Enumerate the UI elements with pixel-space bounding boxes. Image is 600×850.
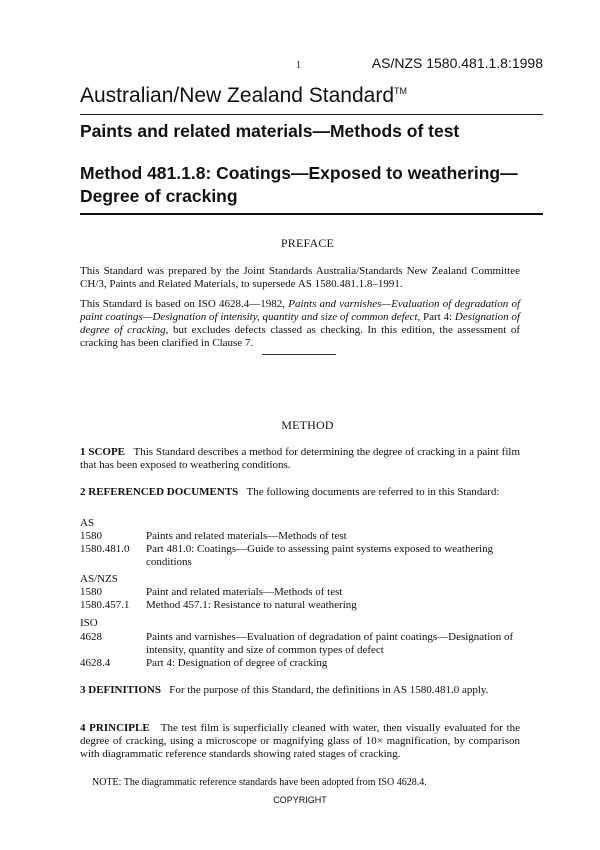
referenced-documents-section bbox=[80, 486, 520, 499]
copyright-footer: COPYRIGHT bbox=[273, 795, 327, 805]
reference-code: AS bbox=[80, 517, 95, 529]
reference-code: ISO bbox=[80, 617, 98, 629]
definitions-text: For the purpose of this Standard, the definitions in AS 1580.481.0 apply. bbox=[169, 684, 489, 696]
standard-organization bbox=[80, 84, 407, 108]
reference-code: 1580 bbox=[80, 586, 102, 598]
method-title: Method 481.1.8: Coatings—Exposed to weathering—Degree of cracking bbox=[80, 163, 518, 206]
page-number: 1 bbox=[296, 60, 301, 71]
reference-code: 1580.481.0 bbox=[80, 543, 130, 555]
definitions-label: 3 DEFINITIONS bbox=[80, 684, 161, 696]
note-text: NOTE: The diagrammatic reference standards have been adopted from ISO 4628.4. bbox=[92, 777, 427, 788]
reference-code: 1580.457.1 bbox=[80, 599, 130, 611]
scope-label: 1 SCOPE bbox=[80, 446, 125, 458]
principle-text: The test film is superficially cleaned with water, then visually evaluated for the degree of cracking, using a microscope or magnifying glass of 10× magnification, by comparison with diagrammatic reference standards showing rated stages of cracking. bbox=[80, 722, 520, 760]
preface-paragraph-1: This Standard was prepared by the Joint Standards Australia/Standards New Zealand Committee CH/3, Paints and Related Materials, to supersede AS 1580.481.1.8–1991. bbox=[80, 265, 520, 290]
reference-description: Method 457.1: Resistance to natural weathering bbox=[146, 599, 357, 611]
section-divider bbox=[262, 354, 336, 355]
refdocs-text: The following documents are referred to in this Standard: bbox=[246, 486, 500, 498]
preface-p2-text-c: , Part 4: bbox=[417, 311, 455, 323]
reference-description: Paints and varnishes—Evaluation of degradation of paint coatings—Designation of intensity, quantity and size of common types of defect bbox=[146, 631, 514, 656]
reference-code: 1580 bbox=[80, 530, 102, 542]
reference-description: Paints and related materials—Methods of test bbox=[146, 530, 347, 542]
preface-heading: PREFACE bbox=[280, 236, 335, 250]
trademark-symbol: TM bbox=[394, 86, 408, 96]
scope-section bbox=[80, 446, 520, 472]
preface-p2-text-a: This Standard is based on ISO 4628.4—1982, bbox=[80, 298, 289, 310]
preface-p2-iso-title: Paints and varnishes—Evaluation of degradation of paint coatings—Designation of intensity, quantity and size of common defect bbox=[80, 298, 520, 323]
method-heading: METHOD bbox=[281, 418, 334, 432]
reference-description: Paint and related materials—Methods of test bbox=[146, 586, 343, 598]
document-title: Paints and related materials—Methods of test bbox=[80, 121, 460, 141]
preface-paragraph-2 bbox=[80, 298, 520, 350]
reference-code: 4628.4 bbox=[80, 657, 111, 669]
title-divider bbox=[80, 213, 543, 215]
reference-description: Part 4: Designation of degree of cracking bbox=[146, 657, 328, 669]
reference-code: AS/NZS bbox=[80, 573, 118, 585]
preface-p2-part-title: Designation of degree of cracking bbox=[80, 311, 520, 336]
reference-code: 4628 bbox=[80, 631, 102, 643]
standard-number: AS/NZS 1580.481.1.8:1998 bbox=[371, 55, 543, 71]
reference-description: Part 481.0: Coatings—Guide to assessing paint systems exposed to weathering conditions bbox=[146, 543, 494, 568]
definitions-section bbox=[80, 684, 520, 697]
principle-section bbox=[80, 722, 520, 761]
preface-p2-text-e: , but excludes defects classed as checking. In this edition, the assessment of cracking has been clarified in Clause 7. bbox=[80, 324, 520, 349]
organization-name: Australian/New Zealand Standard bbox=[80, 84, 395, 107]
principle-label: 4 PRINCIPLE bbox=[80, 722, 150, 734]
scope-text: This Standard describes a method for determining the degree of cracking in a paint film that has been exposed to weathering conditions. bbox=[80, 446, 521, 471]
refdocs-label: 2 REFERENCED DOCUMENTS bbox=[80, 486, 239, 498]
header-divider bbox=[80, 114, 543, 115]
